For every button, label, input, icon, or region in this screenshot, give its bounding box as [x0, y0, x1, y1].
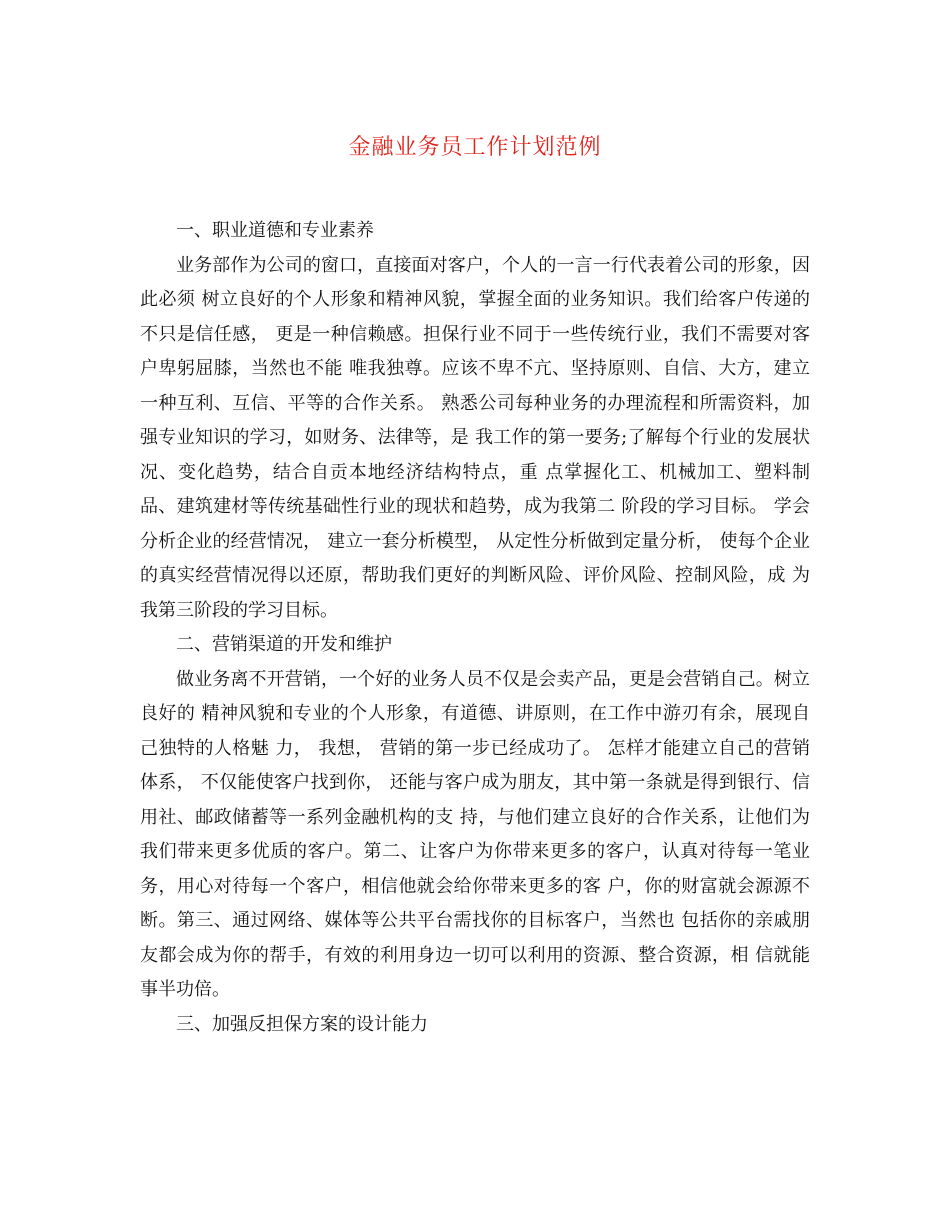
section-heading-1: 一、职业道德和专业素养 [176, 220, 374, 241]
section-paragraph-2: 做业务离不开营销，一个好的业务人员不仅是会卖产品，更是会营销自己。树立良好的 精神风貌和专业的个人形象，有道德、讲原则，在工作中游刃有余，展现自己独特的人格魅 力， 我想， 营销的第一步已经成功了。 怎样才能建立自己的营销体系， 不仅能使客户找到你， 还能与客户成为朋友，其中第一条就是得到银行、信用社、邮政储蓄等一系列金融机构的支 持，与他们建立良好的合作关系，让他们为我们带来更多优质的客户。第二、让客户为你带来更多的客户，认真对待每一笔业务，用心对待每一个客户，相信他就会给你带来更多的客 户，你的财富就会源源不断。第三、通过网络、媒体等公共平台需找你的目标客户，当然也 包括你的亲戚朋友都会成为你的帮手，有效的利用身边一切可以利用的资源、整合资源，相 信就能事半功倍。 [140, 668, 810, 1000]
section-heading-3: 三、加强反担保方案的设计能力 [176, 1013, 428, 1035]
document-page [140, 126, 810, 1042]
section-heading-2: 二、营销渠道的开发和维护 [176, 634, 392, 655]
section-paragraph-1: 业务部作为公司的窗口，直接面对客户，个人的一言一行代表着公司的形象，因此必须 树立良好的个人形象和精神风貌，掌握全面的业务知识。我们给客户传递的不只是信任感， 更是一种信赖感。担保行业不同于一些传统行业，我们不需要对客户卑躬屈膝，当然也不能 唯我独尊。应该不卑不亢、坚持原则、自信、大方，建立一种互利、互信、平等的合作关系。 熟悉公司每种业务的办理流程和所需资料，加强专业知识的学习，如财务、法律等，是 我工作的第一要务;了解每个行业的发展状况、变化趋势，结合自贡本地经济结构特点，重 点掌握化工、机械加工、塑料制品、建筑建材等传统基础性行业的现状和趋势，成为我第二 阶段的学习目标。 学会分析企业的经营情况， 建立一套分析模型， 从定性分析做到定量分析， 使每个企业的真实经营情况得以还原，帮助我们更好的判断风险、评价风险、控制风险，成 为我第三阶段的学习目标。 [140, 254, 810, 621]
document-title: 金融业务员工作计划范例 [348, 135, 602, 160]
